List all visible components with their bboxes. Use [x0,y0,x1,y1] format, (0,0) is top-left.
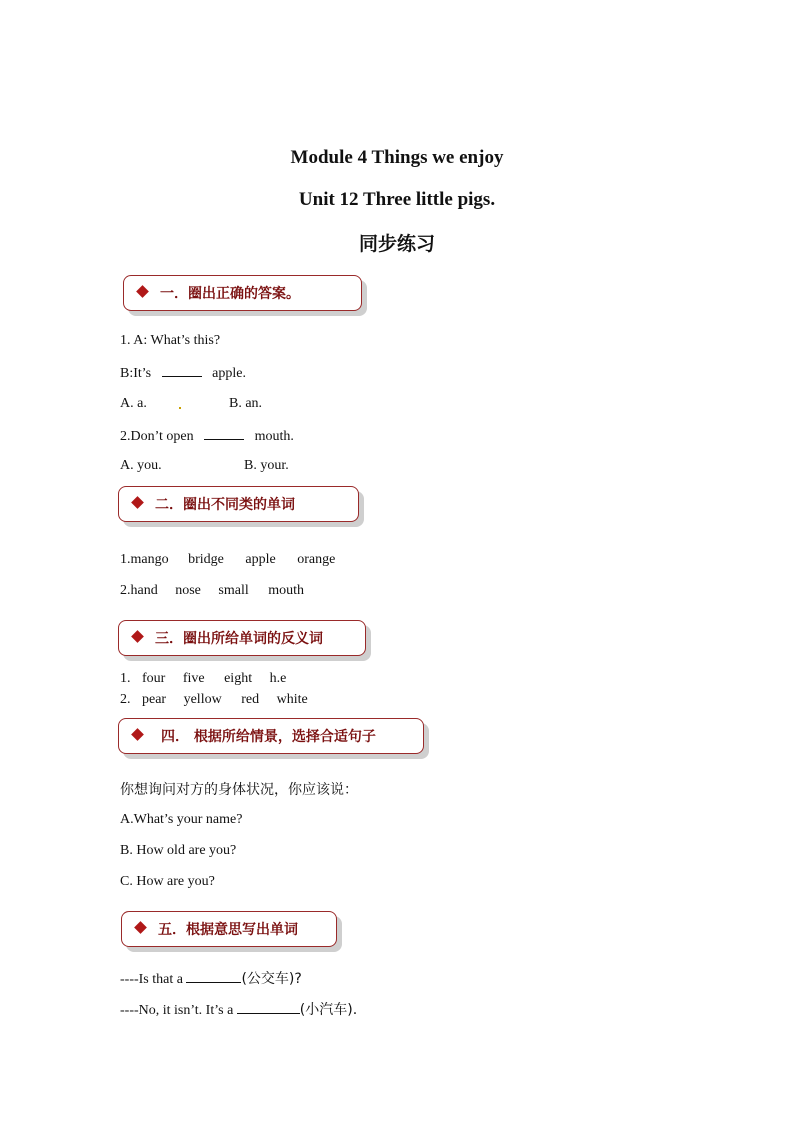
s5-line-1-prefix: ----Is that a [120,972,183,987]
s4-prompt: 你想询问对方的身体状况，你应该说： [120,782,358,798]
q1-answer-prefix: B:It’s [120,366,152,381]
diamond-bullet-icon [134,921,147,934]
diamond-bullet-icon [131,630,144,643]
q2-suffix: mouth. [254,429,294,444]
word[interactable]: 2.hand [120,583,158,598]
word[interactable]: pear [142,692,167,707]
s5-line-1 [120,968,302,988]
word[interactable]: red [241,692,260,707]
word[interactable]: nose [175,583,201,598]
q2-question [120,427,294,445]
diamond-bullet-icon [131,496,144,509]
q2-prefix: 2.Don’t open [120,429,194,444]
q2-option-a[interactable]: A. you. [120,458,162,473]
s5-line-1-suffix: (公交车)? [241,971,302,987]
word[interactable]: five [182,671,205,686]
word[interactable]: 1.mango [120,552,169,567]
row-number: 2. [120,692,131,707]
marker-dot [179,407,181,409]
section-3-header [118,620,366,656]
word[interactable]: bridge [188,552,224,567]
s2-row-1 [120,552,335,568]
diamond-bullet-icon [131,728,144,741]
module-title: Module 4 Things we enjoy [290,147,504,168]
word[interactable]: small [218,583,249,598]
row-number: 1. [120,671,131,686]
s4-option-b[interactable]: B. How old are you? [120,843,237,858]
word[interactable]: h.e [269,671,287,686]
section-2-header [118,486,359,522]
word[interactable]: apple [245,552,276,567]
section-5-label: 五．根据意思写出单词 [158,922,298,938]
q1-option-a[interactable]: A. a. [120,396,147,411]
s4-option-a[interactable]: A.What’s your name? [120,812,243,827]
s5-blank-2[interactable] [237,1001,300,1014]
q2-blank[interactable] [204,427,244,440]
s5-blank-1[interactable] [186,970,241,983]
word[interactable]: yellow [183,692,222,707]
s5-line-2 [120,999,357,1019]
section-4-header [118,718,424,754]
q1-answer-suffix: apple. [212,366,246,381]
word[interactable]: white [276,692,308,707]
q1-answer-line [120,364,246,382]
word[interactable]: eight [224,671,253,686]
s2-row-2 [120,583,304,599]
section-1-header [123,275,362,311]
s3-row-2 [120,692,308,708]
s4-option-c[interactable]: C. How are you? [120,874,215,889]
q1-blank[interactable] [162,364,202,377]
page-subtitle: 同步练习 [358,233,435,255]
s5-line-2-suffix: (小汽车). [299,1002,358,1018]
section-3-label: 三．圈出所给单词的反义词 [155,631,323,647]
section-1-label: 一．圈出正确的答案。 [160,286,300,302]
word[interactable]: orange [297,552,336,567]
unit-title: Unit 12 Three little pigs. [298,189,496,210]
s5-line-2-prefix: ----No, it isn’t. It’s a [120,1003,234,1018]
section-5-header [121,911,337,947]
diamond-bullet-icon [136,285,149,298]
q2-option-b[interactable]: B. your. [244,458,289,473]
q1-question: 1. A: What’s this? [120,333,221,348]
s3-row-1 [120,671,286,687]
section-2-label: 二．圈出不同类的单词 [155,497,295,513]
q1-option-b[interactable]: B. an. [229,396,263,411]
section-4-label: 四． 根据所给情景，选择合适句子 [161,729,376,745]
word[interactable]: mouth [268,583,305,598]
word[interactable]: four [142,671,166,686]
